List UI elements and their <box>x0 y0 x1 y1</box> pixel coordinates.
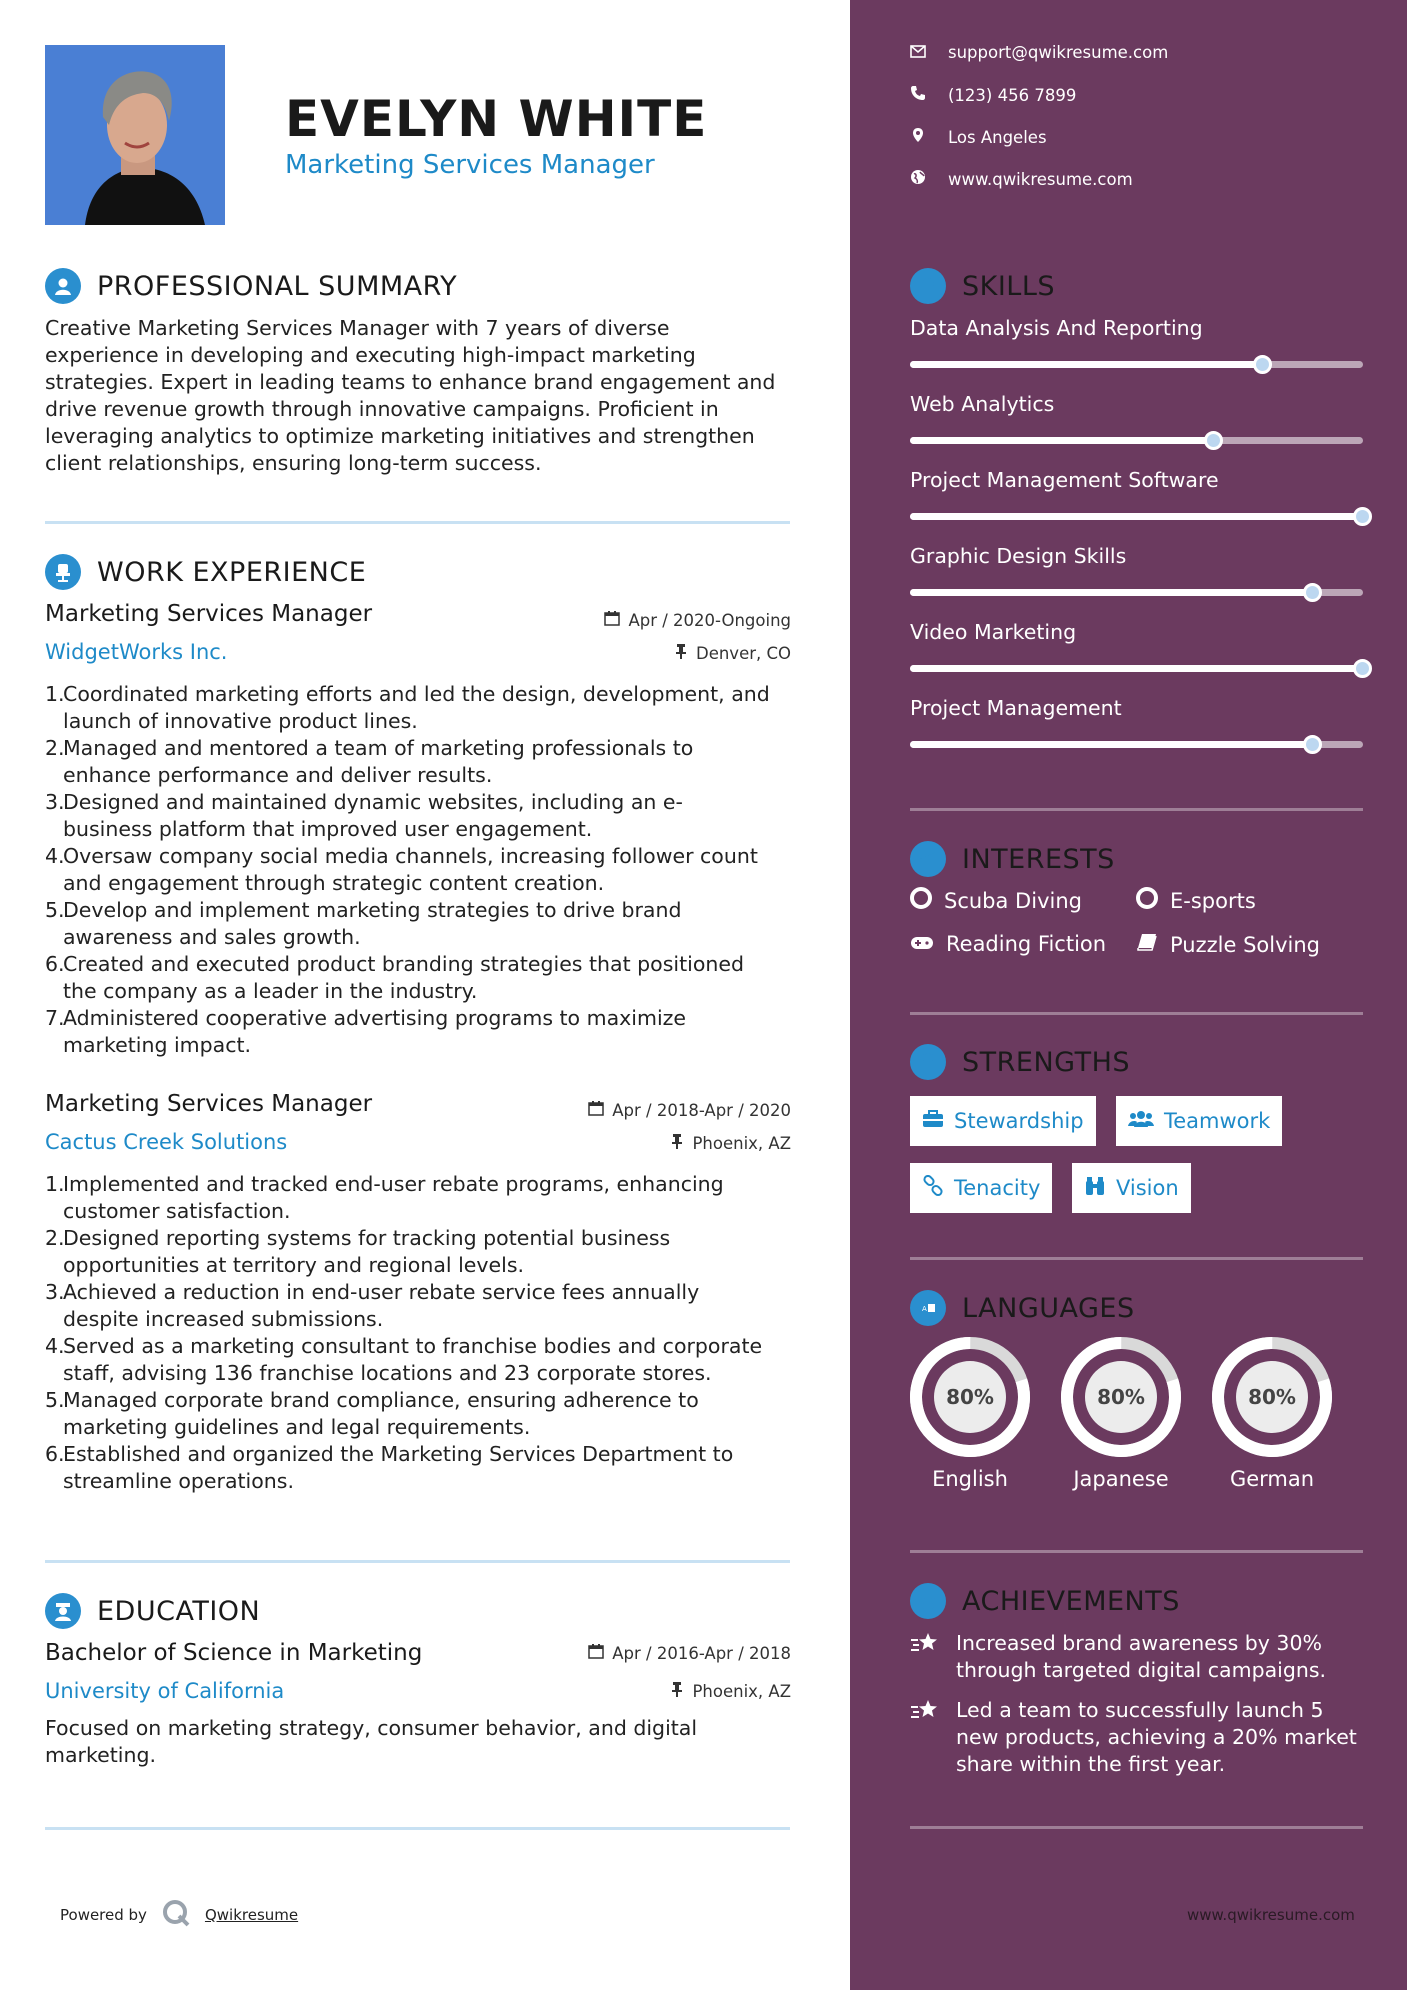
candidate-role: Marketing Services Manager <box>285 150 655 180</box>
pin-icon <box>670 1133 684 1153</box>
skill-bar <box>910 437 1363 444</box>
language-ring <box>1059 1335 1183 1459</box>
job-location: Denver, CO <box>674 643 791 663</box>
users-icon <box>1128 1109 1154 1133</box>
contact-location: Los Angeles <box>910 127 1047 147</box>
envelope-icon <box>910 43 926 62</box>
calendar-icon <box>588 1643 604 1663</box>
contact-website: www.qwikresume.com <box>910 169 1133 189</box>
list-item: 2. Designed reporting systems for tracking potential business opportunities at territory and regional levels. <box>45 1226 671 1277</box>
chair-icon <box>45 554 81 590</box>
list-item: 1. Implemented and tracked end-user rebate programs, enhancing customer satisfaction. <box>45 1172 724 1223</box>
book-icon <box>1136 932 1158 957</box>
summary-text: Creative Marketing Services Manager with 7 years of diverse experience in developing and executing high-impact marketing strategies. Expert in leading teams to enhance brand engagement and drive revenue growth through innovative campaigns. Proficient in leveraging analytics to optimize marketing initiatives and strengthen client relationships, ensuring long-term success. <box>45 316 776 475</box>
translate-icon <box>910 1290 946 1326</box>
binoculars-icon <box>1084 1176 1106 1201</box>
calendar-icon <box>604 610 620 630</box>
achievements-title: ACHIEVEMENTS <box>962 1585 1180 1617</box>
language-percent: 80% <box>946 1385 994 1409</box>
interest-item: E-sports <box>1136 887 1256 914</box>
skill-bar-knob <box>1353 507 1372 526</box>
life-ring-icon <box>1136 887 1158 914</box>
divider <box>910 1012 1363 1015</box>
briefcase-icon <box>922 1109 944 1133</box>
list-item: 5. Develop and implement marketing strategies to drive brand awareness and sales growth. <box>45 898 682 949</box>
list-item: 7. Administered cooperative advertising programs to maximize marketing impact. <box>45 1006 687 1057</box>
divider <box>45 1560 790 1563</box>
list-item: 5. Managed corporate brand compliance, ensuring adherence to marketing guidelines and legal requirements. <box>45 1388 699 1439</box>
strength-badge: Tenacity <box>910 1163 1052 1213</box>
job-title: Marketing Services Manager <box>45 1091 373 1117</box>
skill-label: Data Analysis And Reporting <box>910 316 1203 340</box>
skill-bar <box>910 741 1363 748</box>
gamepad-icon <box>910 932 934 956</box>
achievement-item: Increased brand awareness by 30% through targeted digital campaigns. <box>910 1630 1370 1684</box>
divider <box>910 1826 1363 1829</box>
skill-bar <box>910 361 1363 368</box>
job-bullets <box>45 681 805 1059</box>
list-item: 3. Achieved a reduction in end-user rebate service fees annually despite increased submissions. <box>45 1280 700 1331</box>
strengths-heading <box>910 1044 1130 1080</box>
languages-heading <box>910 1290 1135 1326</box>
education-location: Phoenix, AZ <box>670 1681 791 1701</box>
skill-bar-knob <box>1204 431 1223 450</box>
shooting-star-icon <box>910 1697 940 1778</box>
job-title: Marketing Services Manager <box>45 601 373 627</box>
divider <box>910 1257 1363 1260</box>
skill-label: Graphic Design Skills <box>910 544 1127 568</box>
shooting-star-icon <box>910 1630 940 1684</box>
skill-bar-fill <box>910 361 1263 368</box>
language-ring <box>908 1335 1032 1459</box>
list-item: 6. Created and executed product branding strategies that positioned the company as a leader in the industry. <box>45 952 744 1003</box>
link-icon <box>922 1175 944 1202</box>
globe-icon <box>910 169 926 189</box>
job-dates: Apr / 2020-Ongoing <box>604 610 791 630</box>
strength-badge: Teamwork <box>1116 1096 1282 1146</box>
fist-icon <box>910 1044 946 1080</box>
skill-label: Web Analytics <box>910 392 1055 416</box>
strength-badge: Stewardship <box>910 1096 1096 1146</box>
language-ring <box>1210 1335 1334 1459</box>
skill-bar-fill <box>910 741 1313 748</box>
skill-bar-fill <box>910 589 1313 596</box>
job-bullets <box>45 1171 805 1495</box>
interest-item: Reading Fiction <box>910 932 1106 956</box>
skill-bar <box>910 589 1363 596</box>
skill-bar-fill <box>910 665 1363 672</box>
list-item: 2. Managed and mentored a team of marketing professionals to enhance performance and deliver results. <box>45 736 694 787</box>
skill-label: Video Marketing <box>910 620 1077 644</box>
life-ring-icon <box>910 887 932 914</box>
interests-title: INTERESTS <box>962 843 1115 875</box>
skill-label: Project Management <box>910 696 1122 720</box>
list-item: 6. Established and organized the Marketing Services Department to streamline operations. <box>45 1442 734 1493</box>
language-percent: 80% <box>1248 1385 1296 1409</box>
language-percent: 80% <box>1097 1385 1145 1409</box>
footer-site: www.qwikresume.com <box>1187 1906 1355 1924</box>
skill-bar-fill <box>910 437 1214 444</box>
job-company: WidgetWorks Inc. <box>45 640 228 664</box>
job-location: Phoenix, AZ <box>670 1133 791 1153</box>
contact-email: support@qwikresume.com <box>910 43 1168 62</box>
language-item <box>1059 1335 1183 1491</box>
skill-bar <box>910 665 1363 672</box>
qwikresume-link[interactable]: Qwikresume <box>204 1906 299 1924</box>
job-company: Cactus Creek Solutions <box>45 1130 288 1154</box>
strengths-title: STRENGTHS <box>962 1046 1131 1078</box>
divider <box>910 808 1363 811</box>
user-icon <box>45 268 81 304</box>
interest-item: Puzzle Solving <box>1136 932 1320 957</box>
education-heading <box>45 1593 260 1629</box>
interest-item: Scuba Diving <box>910 887 1082 914</box>
svg-text:A: A <box>922 1305 927 1313</box>
footer-powered: Powered by Qwikresume <box>60 1898 298 1932</box>
calendar-icon <box>588 1100 604 1120</box>
skill-bar-fill <box>910 513 1363 520</box>
star-badge-icon <box>910 1583 946 1619</box>
work-title: WORK EXPERIENCE <box>97 556 367 588</box>
summary-title: PROFESSIONAL SUMMARY <box>97 270 458 302</box>
list-item: 4. Served as a marketing consultant to franchise bodies and corporate staff, advising 136 franchise locations and 23 corporate stores. <box>45 1334 763 1385</box>
language-name: German <box>1229 1467 1315 1491</box>
skill-bar <box>910 513 1363 520</box>
candidate-name: EVELYN WHITE <box>285 90 708 148</box>
pin-icon <box>674 643 688 663</box>
summary-heading <box>45 268 457 304</box>
skill-label: Project Management Software <box>910 468 1219 492</box>
job-dates: Apr / 2018-Apr / 2020 <box>588 1100 791 1120</box>
strength-badge: Vision <box>1072 1163 1191 1213</box>
language-item <box>908 1335 1032 1491</box>
divider <box>45 1827 790 1830</box>
list-item: 3. Designed and maintained dynamic websites, including an e- business platform that improved user engagement. <box>45 790 683 841</box>
degree: Bachelor of Science in Marketing <box>45 1640 423 1666</box>
phone-icon <box>910 85 926 105</box>
work-heading <box>45 554 366 590</box>
paper-plane-icon <box>910 841 946 877</box>
education-dates: Apr / 2016-Apr / 2018 <box>588 1643 791 1663</box>
graduate-icon <box>45 1593 81 1629</box>
skill-bar-knob <box>1353 659 1372 678</box>
achievements-heading <box>910 1583 1180 1619</box>
list-item: 4. Oversaw company social media channels, increasing follower count and engagement through strategic content creation. <box>45 844 758 895</box>
qwikresume-logo-icon <box>161 1898 191 1932</box>
divider <box>910 1550 1363 1553</box>
lightbulb-icon <box>910 268 946 304</box>
profile-photo <box>45 45 225 225</box>
school: University of California <box>45 1679 285 1703</box>
education-title: EDUCATION <box>97 1595 261 1627</box>
achievement-item: Led a team to successfully launch 5 new products, achieving a 20% market share within the first year. <box>910 1697 1370 1778</box>
divider <box>45 521 790 524</box>
language-item <box>1210 1335 1334 1491</box>
interests-heading <box>910 841 1115 877</box>
contact-phone: (123) 456 7899 <box>910 85 1076 105</box>
language-name: English <box>932 1467 1008 1491</box>
list-item: 1. Coordinated marketing efforts and led the design, development, and launch of innovative product lines. <box>45 682 770 733</box>
map-pin-icon <box>910 127 926 147</box>
languages-title: LANGUAGES <box>962 1292 1135 1324</box>
language-name: Japanese <box>1073 1467 1169 1491</box>
education-description: Focused on marketing strategy, consumer behavior, and digital marketing. <box>45 1716 698 1767</box>
pin-icon <box>670 1681 684 1701</box>
skills-title: SKILLS <box>962 270 1056 302</box>
skills-heading <box>910 268 1055 304</box>
